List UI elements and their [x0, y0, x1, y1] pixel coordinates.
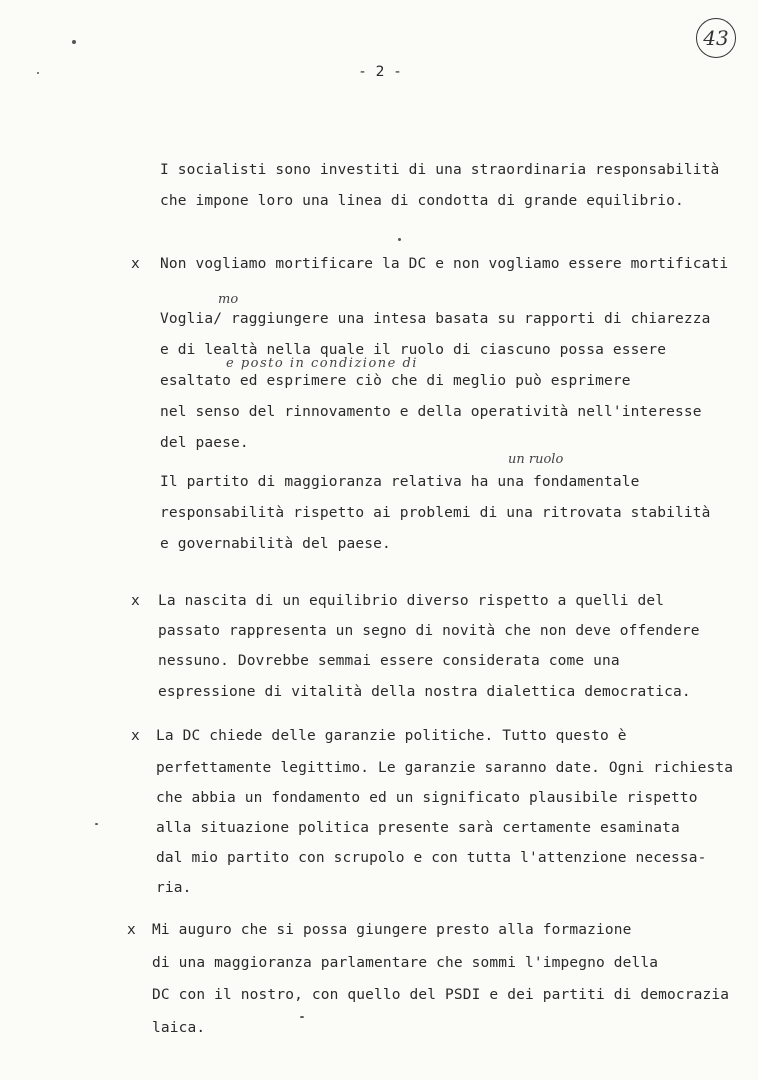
- text-line: Non vogliamo mortificare la DC e non vogliamo essere mortificati: [160, 256, 729, 272]
- bullet-mark: x: [131, 728, 140, 744]
- text-line: e di lealtà nella quale il ruolo di ciascuno possa essere: [160, 342, 667, 358]
- page-number: - 2 -: [358, 64, 402, 80]
- text-line: La nascita di un equilibrio diverso rispetto a quelli del: [158, 593, 665, 609]
- text-line: espressione di vitalità della nostra dialettica democratica.: [158, 684, 691, 700]
- text-line: Voglia/ raggiungere una intesa basata su rapporti di chiarezza: [160, 311, 711, 327]
- text-line: DC con il nostro, con quello del PSDI e dei partiti di democrazia: [152, 987, 730, 1003]
- text-line: Il partito di maggioranza relativa ha una fondamentale: [160, 474, 640, 490]
- text-line: e governabilità del paese.: [160, 536, 391, 552]
- text-line: alla situazione politica presente sarà certamente esaminata: [156, 820, 680, 836]
- scan-speck: [95, 823, 98, 825]
- scan-speck: [300, 1016, 304, 1018]
- scan-speck: [398, 238, 401, 241]
- text-line: perfettamente legittimo. Le garanzie saranno date. Ogni richiesta: [156, 760, 734, 776]
- text-line: dal mio partito con scrupolo e con tutta l'attenzione necessa-: [156, 850, 707, 866]
- handwritten-annotation: mo: [218, 292, 239, 307]
- text-line: nel senso del rinnovamento e della operatività nell'interesse: [160, 404, 702, 420]
- text-line: passato rappresenta un segno di novità che non deve offendere: [158, 623, 700, 639]
- text-line: esaltato ed esprimere ciò che di meglio può esprimere: [160, 373, 631, 389]
- handwritten-annotation: un ruolo: [508, 452, 564, 467]
- scan-speck: [72, 40, 76, 44]
- bullet-mark: x: [131, 256, 140, 272]
- bullet-mark: x: [131, 593, 140, 609]
- text-line: del paese.: [160, 435, 249, 451]
- bullet-mark: x: [127, 922, 136, 938]
- text-line: che abbia un fondamento ed un significato plausibile rispetto: [156, 790, 698, 806]
- text-line: laica.: [152, 1020, 206, 1036]
- text-line: La DC chiede delle garanzie politiche. Tutto questo è: [156, 728, 627, 744]
- text-line: responsabilità rispetto ai problemi di una ritrovata stabilità: [160, 505, 711, 521]
- text-line: di una maggioranza parlamentare che sommi l'impegno della: [152, 955, 659, 971]
- text-line: I socialisti sono investiti di una straordinaria responsabilità: [160, 162, 720, 178]
- text-line: ria.: [156, 880, 192, 896]
- text-line: nessuno. Dovrebbe semmai essere considerata come una: [158, 653, 620, 669]
- scan-speck: [37, 72, 39, 74]
- text-line: Mi auguro che si possa giungere presto alla formazione: [152, 922, 632, 938]
- text-line: che impone loro una linea di condotta di grande equilibrio.: [160, 193, 684, 209]
- circled-page-number: 43: [696, 18, 736, 58]
- handwritten-annotation: e posto in condizione di: [226, 356, 418, 371]
